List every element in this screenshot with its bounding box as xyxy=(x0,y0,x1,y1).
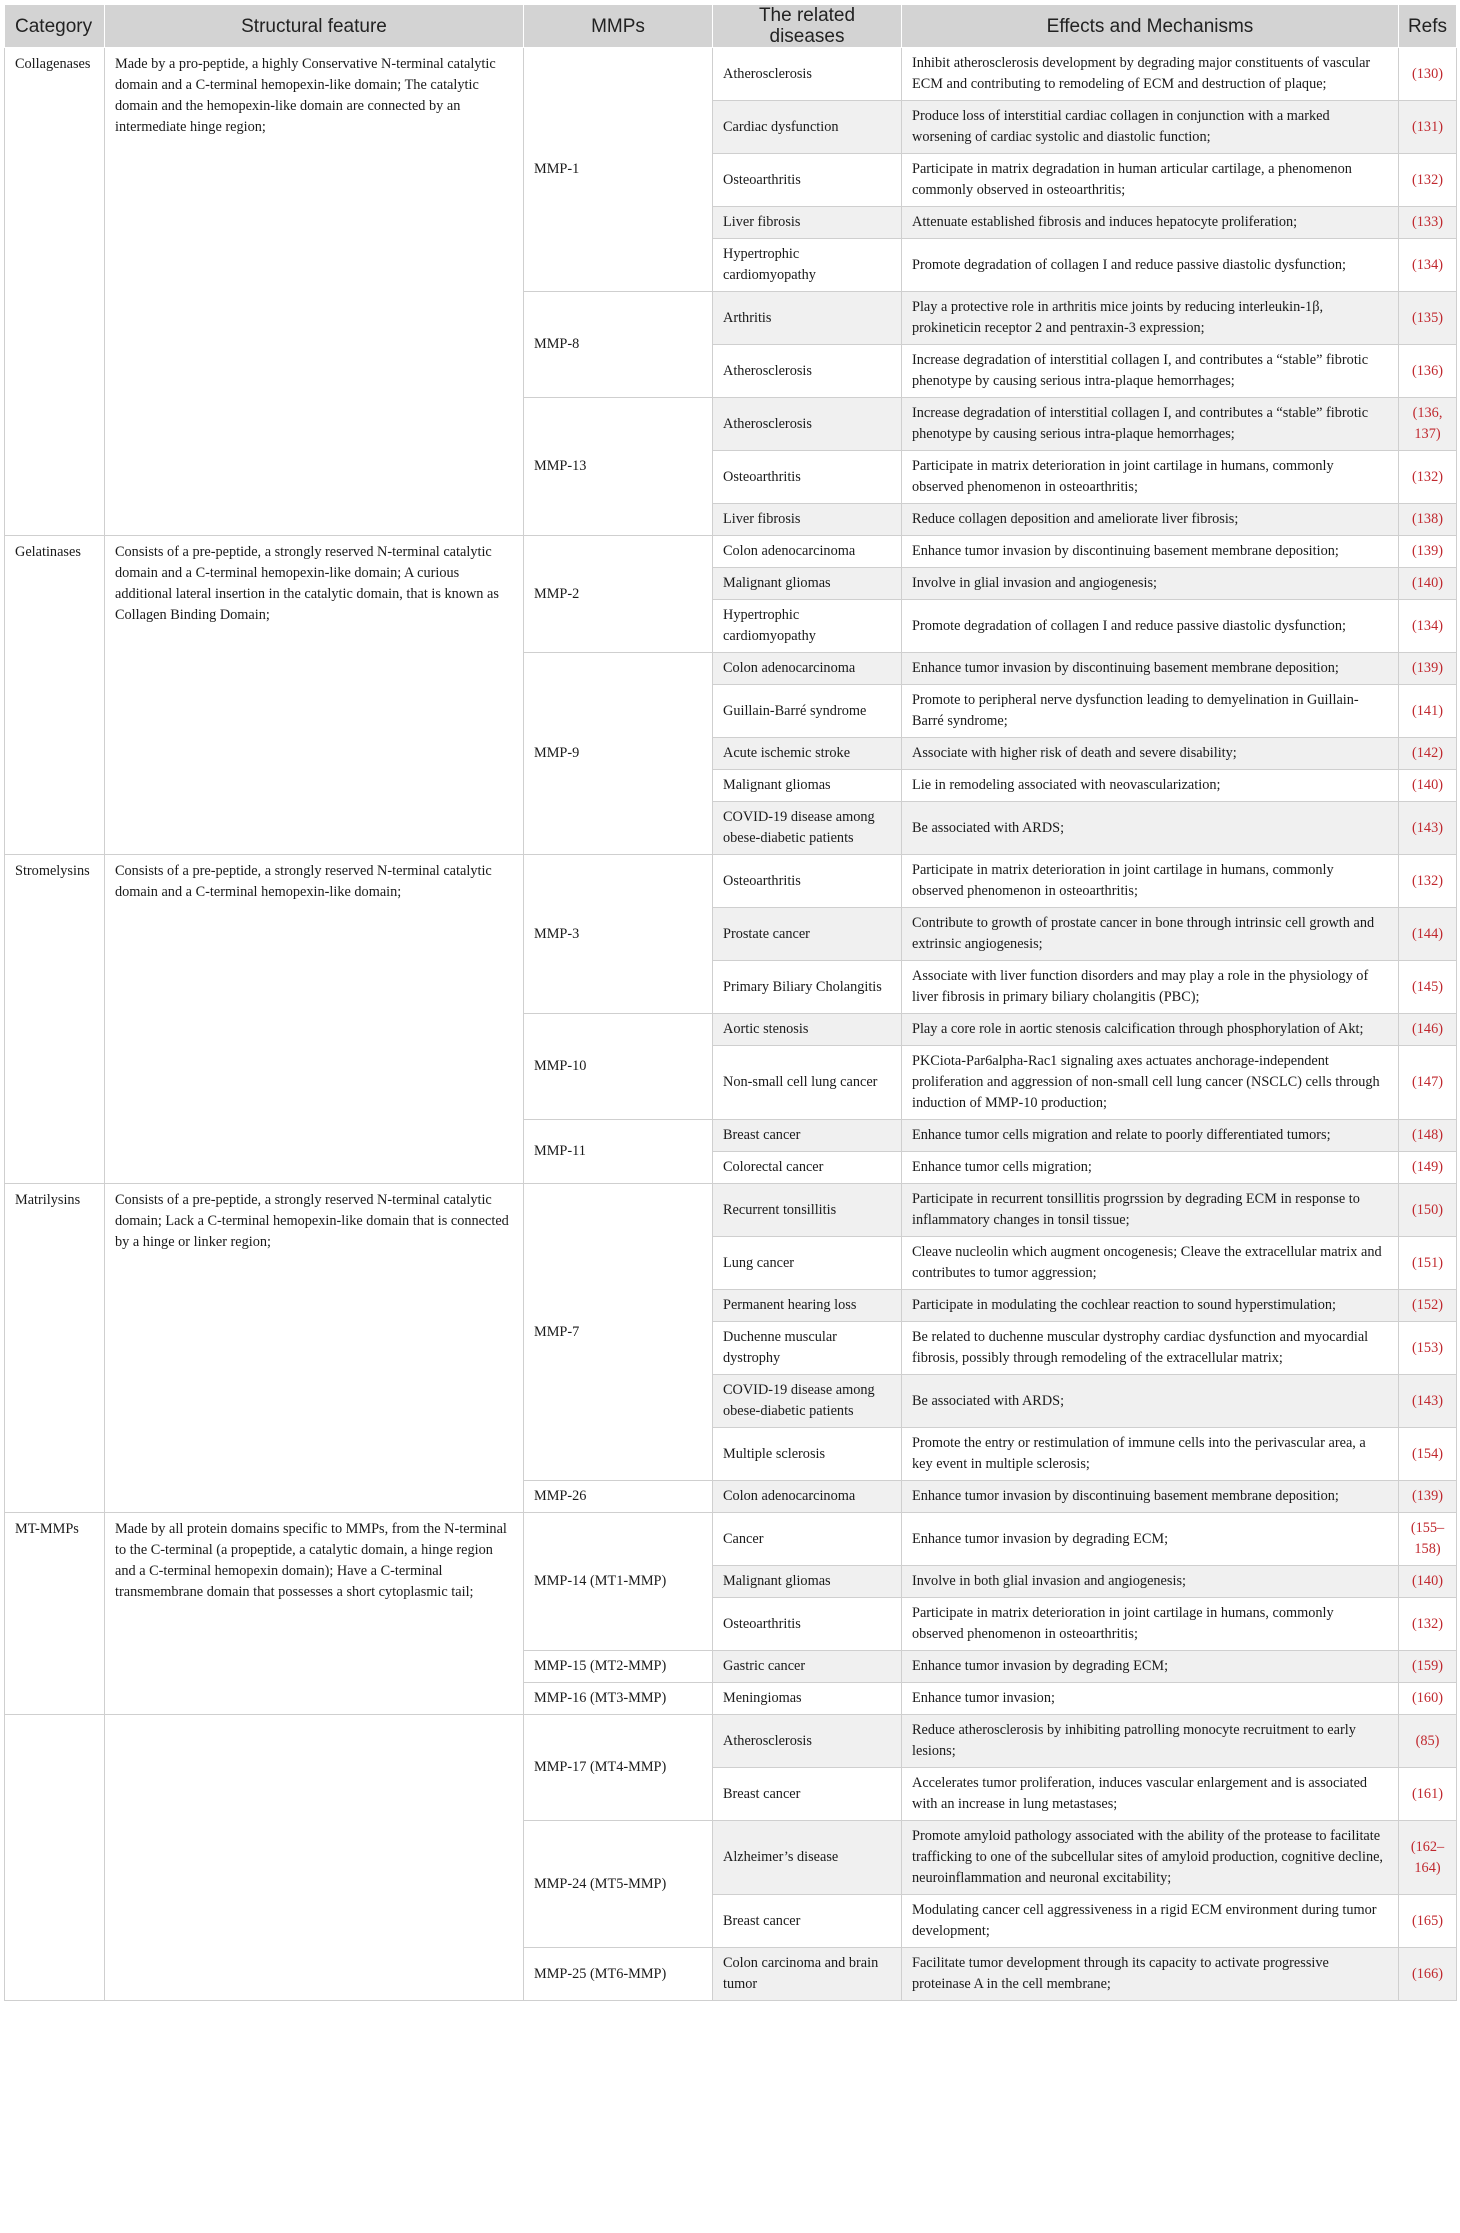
category-cell: Gelatinases xyxy=(5,536,105,855)
ref-link[interactable]: (144) xyxy=(1399,908,1457,961)
ref-link[interactable]: (140) xyxy=(1399,1566,1457,1598)
effect-cell: Promote the entry or restimulation of immune cells into the perivascular area, a key event in multiple sclerosis; xyxy=(902,1428,1399,1481)
effect-cell: Enhance tumor cells migration; xyxy=(902,1152,1399,1184)
ref-link[interactable]: (85) xyxy=(1399,1715,1457,1768)
mmp-name-cell: MMP-3 xyxy=(524,855,713,1014)
table-row xyxy=(5,1184,1457,1237)
mmp-name-cell: MMP-26 xyxy=(524,1481,713,1513)
disease-cell: Atherosclerosis xyxy=(713,398,902,451)
table-row xyxy=(5,536,1457,568)
mmp-name-cell: MMP-15 (MT2-MMP) xyxy=(524,1651,713,1683)
ref-link[interactable]: (152) xyxy=(1399,1290,1457,1322)
mmp-name-cell: MMP-17 (MT4-MMP) xyxy=(524,1715,713,1821)
mmp-name-cell: MMP-11 xyxy=(524,1120,713,1184)
mmp-table xyxy=(4,4,1457,2001)
effect-cell: Modulating cancer cell aggressiveness in a rigid ECM environment during tumor development; xyxy=(902,1895,1399,1948)
ref-link[interactable]: (135) xyxy=(1399,292,1457,345)
disease-cell: Permanent hearing loss xyxy=(713,1290,902,1322)
disease-cell: Liver fibrosis xyxy=(713,504,902,536)
mmp-name-cell: MMP-16 (MT3-MMP) xyxy=(524,1683,713,1715)
disease-cell: Colon adenocarcinoma xyxy=(713,536,902,568)
disease-cell: Osteoarthritis xyxy=(713,451,902,504)
mmp-name-cell: MMP-7 xyxy=(524,1184,713,1481)
disease-cell: Cardiac dysfunction xyxy=(713,101,902,154)
effect-cell: Participate in matrix deterioration in joint cartilage in humans, commonly observed phenomenon in osteoarthritis; xyxy=(902,855,1399,908)
ref-link[interactable]: (134) xyxy=(1399,239,1457,292)
ref-link[interactable]: (141) xyxy=(1399,685,1457,738)
disease-cell: Hypertrophic cardiomyopathy xyxy=(713,239,902,292)
ref-link[interactable]: (159) xyxy=(1399,1651,1457,1683)
disease-cell: Lung cancer xyxy=(713,1237,902,1290)
ref-link[interactable]: (166) xyxy=(1399,1948,1457,2001)
effect-cell: Participate in matrix deterioration in joint cartilage in humans, commonly observed phenomenon in osteoarthritis; xyxy=(902,1598,1399,1651)
effect-cell: Promote amyloid pathology associated with the ability of the protease to facilitate trafficking to one of the subcellular sites of amyloid production, cognitive decline, neuroinflammation and neuronal excitability; xyxy=(902,1821,1399,1895)
header-mmps: MMPs xyxy=(524,5,713,48)
ref-link[interactable]: (132) xyxy=(1399,1598,1457,1651)
disease-cell: Osteoarthritis xyxy=(713,1598,902,1651)
ref-link[interactable]: (151) xyxy=(1399,1237,1457,1290)
mmp-name-cell: MMP-10 xyxy=(524,1014,713,1120)
effect-cell: Be associated with ARDS; xyxy=(902,802,1399,855)
category-cell: MT-MMPs xyxy=(5,1513,105,1715)
structural-feature-cell xyxy=(105,1715,524,2001)
effect-cell: Increase degradation of interstitial collagen I, and contributes a “stable” fibrotic phenotype by causing serious intra-plaque hemorrhages; xyxy=(902,345,1399,398)
header-effects-mechanisms: Effects and Mechanisms xyxy=(902,5,1399,48)
ref-link[interactable]: (136, 137) xyxy=(1399,398,1457,451)
disease-cell: Recurrent tonsillitis xyxy=(713,1184,902,1237)
effect-cell: Cleave nucleolin which augment oncogenesis; Cleave the extracellular matrix and contributes to tumor aggression; xyxy=(902,1237,1399,1290)
effect-cell: Associate with liver function disorders and may play a role in the physiology of liver fibrosis in primary biliary cholangitis (PBC); xyxy=(902,961,1399,1014)
effect-cell: Facilitate tumor development through its capacity to activate progressive proteinase A in the cell membrane; xyxy=(902,1948,1399,2001)
disease-cell: Colon carcinoma and brain tumor xyxy=(713,1948,902,2001)
effect-cell: Promote to peripheral nerve dysfunction leading to demyelination in Guillain-Barré syndrome; xyxy=(902,685,1399,738)
mmp-name-cell: MMP-24 (MT5-MMP) xyxy=(524,1821,713,1948)
effect-cell: Involve in both glial invasion and angiogenesis; xyxy=(902,1566,1399,1598)
disease-cell: Prostate cancer xyxy=(713,908,902,961)
ref-link[interactable]: (131) xyxy=(1399,101,1457,154)
disease-cell: Alzheimer’s disease xyxy=(713,1821,902,1895)
mmp-name-cell: MMP-13 xyxy=(524,398,713,536)
mmp-name-cell: MMP-9 xyxy=(524,653,713,855)
disease-cell: Osteoarthritis xyxy=(713,855,902,908)
effect-cell: Play a core role in aortic stenosis calcification through phosphorylation of Akt; xyxy=(902,1014,1399,1046)
mmp-name-cell: MMP-25 (MT6-MMP) xyxy=(524,1948,713,2001)
ref-link[interactable]: (148) xyxy=(1399,1120,1457,1152)
ref-link[interactable]: (147) xyxy=(1399,1046,1457,1120)
ref-link[interactable]: (132) xyxy=(1399,451,1457,504)
ref-link[interactable]: (150) xyxy=(1399,1184,1457,1237)
disease-cell: Breast cancer xyxy=(713,1768,902,1821)
structural-feature-cell: Made by a pro-peptide, a highly Conservative N-terminal catalytic domain and a C-terminal hemopexin-like domain; The catalytic domain and the hemopexin-like domain are connected by an intermediate hinge region; xyxy=(105,48,524,536)
category-cell: Matrilysins xyxy=(5,1184,105,1513)
effect-cell: Lie in remodeling associated with neovascularization; xyxy=(902,770,1399,802)
table-row xyxy=(5,1513,1457,1566)
category-cell: Stromelysins xyxy=(5,855,105,1184)
structural-feature-cell: Consists of a pre-peptide, a strongly reserved N-terminal catalytic domain and a C-terminal hemopexin-like domain; A curious additional lateral insertion in the catalytic domain, that is known as Collagen Binding Domain; xyxy=(105,536,524,855)
disease-cell: Atherosclerosis xyxy=(713,1715,902,1768)
ref-link[interactable]: (162–164) xyxy=(1399,1821,1457,1895)
effect-cell: Promote degradation of collagen I and reduce passive diastolic dysfunction; xyxy=(902,239,1399,292)
ref-link[interactable]: (146) xyxy=(1399,1014,1457,1046)
ref-link[interactable]: (140) xyxy=(1399,568,1457,600)
ref-link[interactable]: (132) xyxy=(1399,154,1457,207)
disease-cell: Malignant gliomas xyxy=(713,770,902,802)
disease-cell: Guillain-Barré syndrome xyxy=(713,685,902,738)
ref-link[interactable]: (165) xyxy=(1399,1895,1457,1948)
disease-cell: Malignant gliomas xyxy=(713,568,902,600)
ref-link[interactable]: (161) xyxy=(1399,1768,1457,1821)
effect-cell: Reduce atherosclerosis by inhibiting patrolling monocyte recruitment to early lesions; xyxy=(902,1715,1399,1768)
effect-cell: Enhance tumor invasion by degrading ECM; xyxy=(902,1513,1399,1566)
ref-link[interactable]: (160) xyxy=(1399,1683,1457,1715)
effect-cell: Involve in glial invasion and angiogenesis; xyxy=(902,568,1399,600)
effect-cell: Produce loss of interstitial cardiac collagen in conjunction with a marked worsening of cardiac systolic and diastolic function; xyxy=(902,101,1399,154)
table-body xyxy=(5,48,1457,2001)
disease-cell: Atherosclerosis xyxy=(713,345,902,398)
disease-cell: Cancer xyxy=(713,1513,902,1566)
ref-link[interactable]: (130) xyxy=(1399,48,1457,101)
disease-cell: Colorectal cancer xyxy=(713,1152,902,1184)
effect-cell: Be related to duchenne muscular dystrophy cardiac dysfunction and myocardial fibrosis, possibly through remodeling of the extracellular matrix; xyxy=(902,1322,1399,1375)
effect-cell: Increase degradation of interstitial collagen I, and contributes a “stable” fibrotic phenotype by causing serious intra-plaque hemorrhages; xyxy=(902,398,1399,451)
header-category: Category xyxy=(5,5,105,48)
mmp-name-cell: MMP-8 xyxy=(524,292,713,398)
effect-cell: Play a protective role in arthritis mice joints by reducing interleukin-1β, prokineticin receptor 2 and pentraxin-3 expression; xyxy=(902,292,1399,345)
ref-link[interactable]: (132) xyxy=(1399,855,1457,908)
mmp-name-cell: MMP-14 (MT1-MMP) xyxy=(524,1513,713,1651)
table-row xyxy=(5,48,1457,101)
effect-cell: Inhibit atherosclerosis development by degrading major constituents of vascular ECM and contributing to remodeling of ECM and destruction of plaque; xyxy=(902,48,1399,101)
ref-link[interactable]: (136) xyxy=(1399,345,1457,398)
effect-cell: Promote degradation of collagen I and reduce passive diastolic dysfunction; xyxy=(902,600,1399,653)
effect-cell: Enhance tumor invasion by discontinuing basement membrane deposition; xyxy=(902,1481,1399,1513)
ref-link[interactable]: (142) xyxy=(1399,738,1457,770)
disease-cell: Gastric cancer xyxy=(713,1651,902,1683)
ref-link[interactable]: (154) xyxy=(1399,1428,1457,1481)
category-cell: Collagenases xyxy=(5,48,105,536)
disease-cell: Non-small cell lung cancer xyxy=(713,1046,902,1120)
ref-link[interactable]: (139) xyxy=(1399,653,1457,685)
disease-cell: Liver fibrosis xyxy=(713,207,902,239)
effect-cell: Enhance tumor invasion; xyxy=(902,1683,1399,1715)
disease-cell: Acute ischemic stroke xyxy=(713,738,902,770)
header-related-diseases: The related diseases xyxy=(713,5,902,48)
disease-cell: Primary Biliary Cholangitis xyxy=(713,961,902,1014)
effect-cell: Enhance tumor cells migration and relate to poorly differentiated tumors; xyxy=(902,1120,1399,1152)
category-cell xyxy=(5,1715,105,2001)
disease-cell: COVID-19 disease among obese-diabetic patients xyxy=(713,1375,902,1428)
ref-link[interactable]: (139) xyxy=(1399,536,1457,568)
effect-cell: Associate with higher risk of death and severe disability; xyxy=(902,738,1399,770)
effect-cell: Reduce collagen deposition and ameliorate liver fibrosis; xyxy=(902,504,1399,536)
disease-cell: Multiple sclerosis xyxy=(713,1428,902,1481)
effect-cell: Be associated with ARDS; xyxy=(902,1375,1399,1428)
effect-cell: Enhance tumor invasion by discontinuing basement membrane deposition; xyxy=(902,536,1399,568)
table-row xyxy=(5,1715,1457,1768)
ref-link[interactable]: (138) xyxy=(1399,504,1457,536)
ref-link[interactable]: (155–158) xyxy=(1399,1513,1457,1566)
effect-cell: Contribute to growth of prostate cancer in bone through intrinsic cell growth and extrinsic angiogenesis; xyxy=(902,908,1399,961)
disease-cell: Hypertrophic cardiomyopathy xyxy=(713,600,902,653)
ref-link[interactable]: (149) xyxy=(1399,1152,1457,1184)
effect-cell: Participate in matrix degradation in human articular cartilage, a phenomenon commonly observed in osteoarthritis; xyxy=(902,154,1399,207)
ref-link[interactable]: (139) xyxy=(1399,1481,1457,1513)
header-structural-feature: Structural feature xyxy=(105,5,524,48)
disease-cell: Atherosclerosis xyxy=(713,48,902,101)
disease-cell: Meningiomas xyxy=(713,1683,902,1715)
ref-link[interactable]: (145) xyxy=(1399,961,1457,1014)
effect-cell: Enhance tumor invasion by degrading ECM; xyxy=(902,1651,1399,1683)
disease-cell: Aortic stenosis xyxy=(713,1014,902,1046)
disease-cell: Duchenne muscular dystrophy xyxy=(713,1322,902,1375)
disease-cell: Osteoarthritis xyxy=(713,154,902,207)
disease-cell: Malignant gliomas xyxy=(713,1566,902,1598)
disease-cell: Arthritis xyxy=(713,292,902,345)
disease-cell: Breast cancer xyxy=(713,1895,902,1948)
ref-link[interactable]: (140) xyxy=(1399,770,1457,802)
effect-cell: Participate in matrix deterioration in joint cartilage in humans, commonly observed phenomenon in osteoarthritis; xyxy=(902,451,1399,504)
effect-cell: Participate in modulating the cochlear reaction to sound hyperstimulation; xyxy=(902,1290,1399,1322)
effect-cell: Enhance tumor invasion by discontinuing basement membrane deposition; xyxy=(902,653,1399,685)
mmp-name-cell: MMP-1 xyxy=(524,48,713,292)
ref-link[interactable]: (133) xyxy=(1399,207,1457,239)
disease-cell: Colon adenocarcinoma xyxy=(713,1481,902,1513)
structural-feature-cell: Consists of a pre-peptide, a strongly reserved N-terminal catalytic domain; Lack a C-terminal hemopexin-like domain that is connected by a hinge or linker region; xyxy=(105,1184,524,1513)
ref-link[interactable]: (153) xyxy=(1399,1322,1457,1375)
header-refs: Refs xyxy=(1399,5,1457,48)
disease-cell: Colon adenocarcinoma xyxy=(713,653,902,685)
structural-feature-cell: Made by all protein domains specific to MMPs, from the N-terminal to the C-terminal (a propeptide, a catalytic domain, a hinge region and a C-terminal hemopexin domain); Have a C-terminal transmembrane domain that possesses a short cytoplasmic tail; xyxy=(105,1513,524,1715)
disease-cell: Breast cancer xyxy=(713,1120,902,1152)
effect-cell: Attenuate established fibrosis and induces hepatocyte proliferation; xyxy=(902,207,1399,239)
table-row xyxy=(5,855,1457,908)
header-row xyxy=(5,5,1457,48)
disease-cell: COVID-19 disease among obese-diabetic patients xyxy=(713,802,902,855)
table-header xyxy=(5,5,1457,48)
effect-cell: Accelerates tumor proliferation, induces vascular enlargement and is associated with an increase in lung metastases; xyxy=(902,1768,1399,1821)
ref-link[interactable]: (143) xyxy=(1399,802,1457,855)
ref-link[interactable]: (134) xyxy=(1399,600,1457,653)
effect-cell: PKCiota-Par6alpha-Rac1 signaling axes actuates anchorage-independent proliferation and aggression of non-small cell lung cancer (NSCLC) cells through induction of MMP-10 production; xyxy=(902,1046,1399,1120)
ref-link[interactable]: (143) xyxy=(1399,1375,1457,1428)
mmp-name-cell: MMP-2 xyxy=(524,536,713,653)
effect-cell: Participate in recurrent tonsillitis progrssion by degrading ECM in response to inflammatory changes in tonsil tissue; xyxy=(902,1184,1399,1237)
structural-feature-cell: Consists of a pre-peptide, a strongly reserved N-terminal catalytic domain and a C-terminal hemopexin-like domain; xyxy=(105,855,524,1184)
